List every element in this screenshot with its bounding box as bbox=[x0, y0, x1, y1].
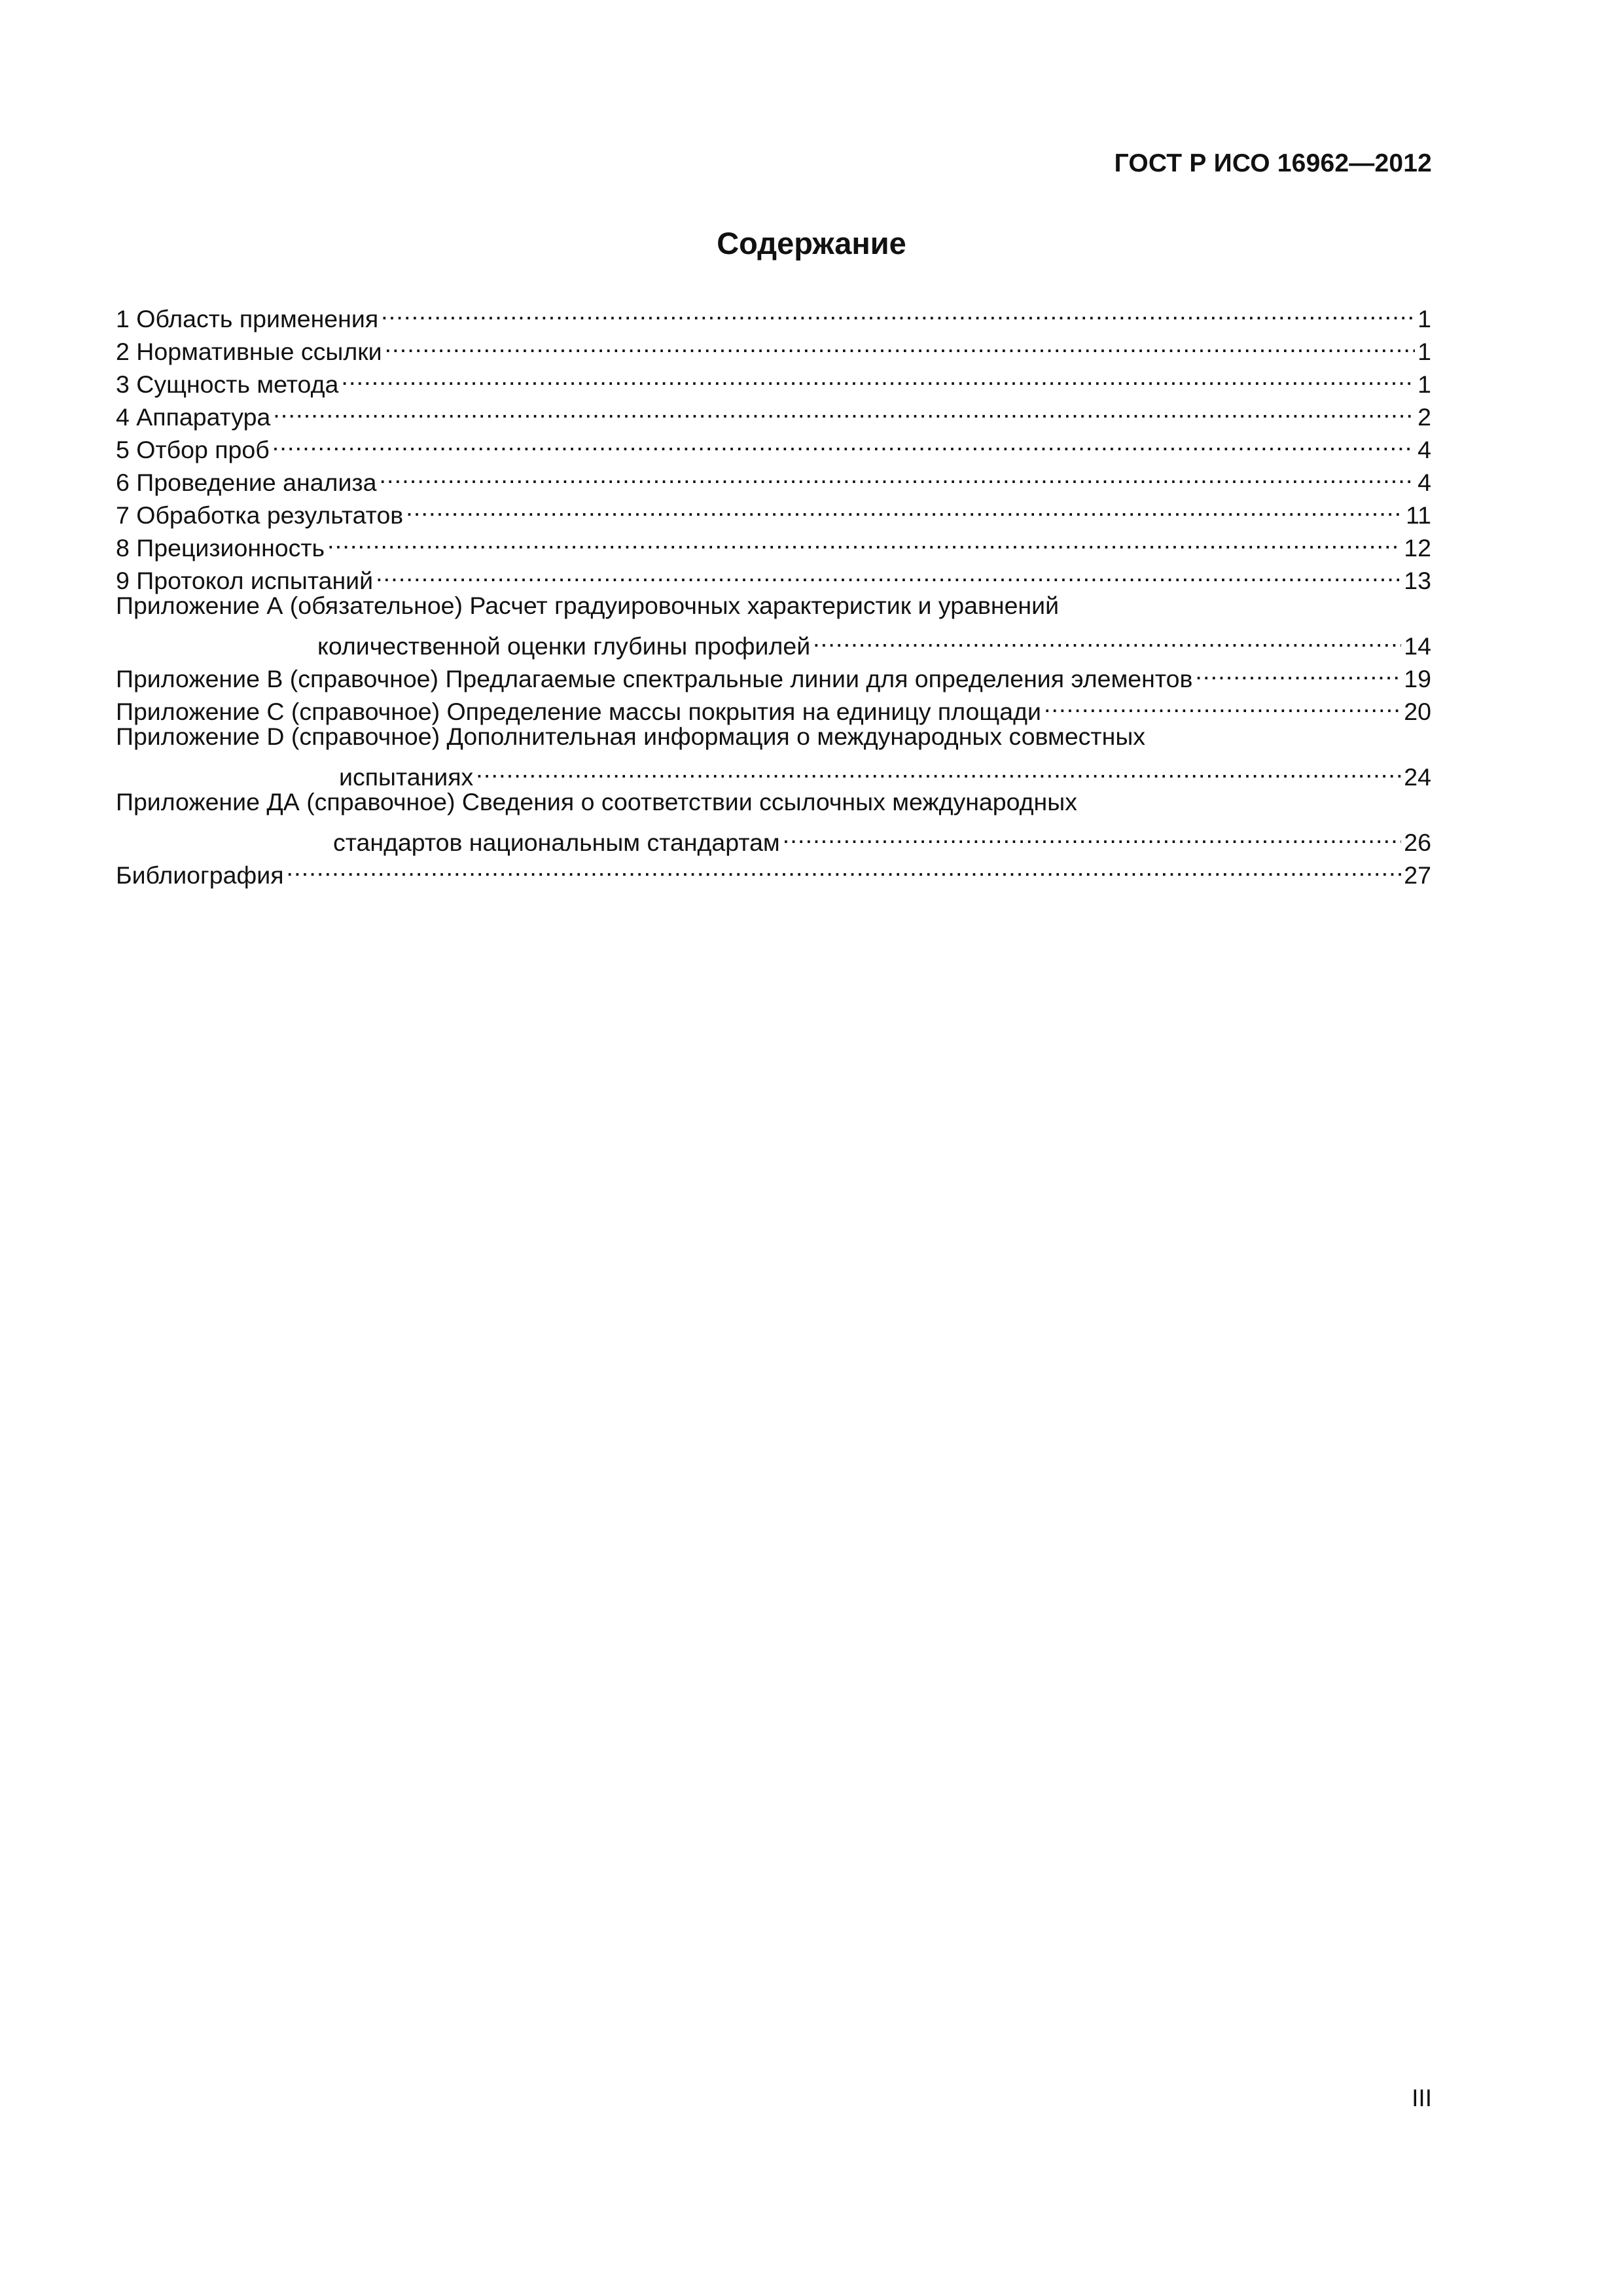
toc-entry-label: Приложение С (справочное) Определение массы покрытия на единицу площади bbox=[116, 698, 1041, 725]
toc-entry-procedure[interactable] bbox=[116, 458, 1431, 496]
toc-leader-dots bbox=[341, 360, 1415, 393]
document-code: ГОСТ Р ИСО 16962—2012 bbox=[1114, 149, 1432, 177]
toc-entry-label: 9 Протокол испытаний bbox=[116, 567, 374, 594]
toc-page-number: 24 bbox=[1404, 763, 1431, 791]
toc-entry-bibliography[interactable] bbox=[116, 851, 1431, 889]
toc-page-number: 2 bbox=[1418, 403, 1431, 431]
toc-entry-label: Приложение D (справочное) Дополнительная информация о международных совместных bbox=[116, 723, 1146, 750]
toc-leader-dots bbox=[273, 393, 1415, 425]
toc-page-number: 12 bbox=[1404, 534, 1431, 562]
toc-leader-dots bbox=[476, 753, 1401, 785]
toc-entry-label: Приложение А (обязательное) Расчет градуировочных характеристик и уравнений bbox=[116, 592, 1060, 619]
toc-leader-dots bbox=[1044, 687, 1401, 720]
toc-entry-scope[interactable] bbox=[116, 295, 1431, 332]
toc-entry-label: 6 Проведение анализа bbox=[116, 469, 377, 496]
toc-entry-annex-d[interactable] bbox=[116, 720, 1431, 791]
toc-leader-dots bbox=[381, 295, 1415, 327]
toc-leader-dots bbox=[327, 524, 1401, 556]
toc-entry-label-continuation: испытаниях bbox=[339, 763, 474, 791]
toc-page-number: 1 bbox=[1418, 370, 1431, 398]
toc-entry-label: 5 Отбор проб bbox=[116, 436, 270, 463]
toc-entry-label-continuation: стандартов национальным стандартам bbox=[333, 829, 780, 856]
toc-entry-label: Библиография bbox=[116, 861, 284, 889]
toc-entry-apparatus[interactable] bbox=[116, 393, 1431, 431]
toc-entry-label: 2 Нормативные ссылки bbox=[116, 338, 382, 365]
toc-leader-dots bbox=[379, 458, 1415, 491]
toc-entry-label: Приложение ДА (справочное) Сведения о соответствии ссылочных международных bbox=[116, 788, 1077, 816]
toc-title: Содержание bbox=[717, 226, 906, 260]
toc-entry-sampling[interactable] bbox=[116, 425, 1431, 463]
toc-entry-label: 1 Область применения bbox=[116, 305, 379, 332]
toc-entry-label: 8 Прецизионность bbox=[116, 534, 325, 562]
toc-entry-label-continuation: количественной оценки глубины профилей bbox=[317, 632, 811, 660]
toc-entry-label: 4 Аппаратура bbox=[116, 403, 271, 431]
toc-leader-dots bbox=[406, 491, 1403, 524]
toc-leader-dots bbox=[783, 818, 1402, 851]
toc-page-number: 26 bbox=[1404, 829, 1431, 856]
toc-page-number: 1 bbox=[1418, 338, 1431, 365]
toc-page-number: 13 bbox=[1404, 567, 1431, 594]
toc-leader-dots bbox=[1195, 655, 1401, 687]
toc-page-number: 1 bbox=[1418, 305, 1431, 332]
toc-entry-label: 3 Сущность метода bbox=[116, 370, 339, 398]
toc-leader-dots bbox=[385, 327, 1416, 360]
toc-leader-dots bbox=[376, 556, 1401, 589]
toc-entry-annex-da[interactable] bbox=[116, 785, 1431, 856]
toc-page-number: 4 bbox=[1418, 436, 1431, 463]
toc-leader-dots bbox=[813, 622, 1401, 655]
toc-entry-label: 7 Обработка результатов bbox=[116, 501, 404, 529]
page-number: III bbox=[1412, 2085, 1432, 2111]
toc-page-number: 20 bbox=[1404, 698, 1431, 725]
toc-page-number: 14 bbox=[1404, 632, 1431, 660]
toc-page-number: 11 bbox=[1406, 501, 1431, 529]
toc-leader-dots bbox=[272, 425, 1415, 458]
toc-leader-dots bbox=[287, 851, 1402, 884]
toc-page-number: 19 bbox=[1404, 665, 1431, 692]
toc-page-number: 27 bbox=[1404, 861, 1431, 889]
table-of-contents bbox=[116, 295, 1431, 889]
toc-entry-annex-a[interactable] bbox=[116, 589, 1431, 660]
toc-entry-label: Приложение В (справочное) Предлагаемые спектральные линии для определения элементов bbox=[116, 665, 1193, 692]
toc-page-number: 4 bbox=[1418, 469, 1431, 496]
